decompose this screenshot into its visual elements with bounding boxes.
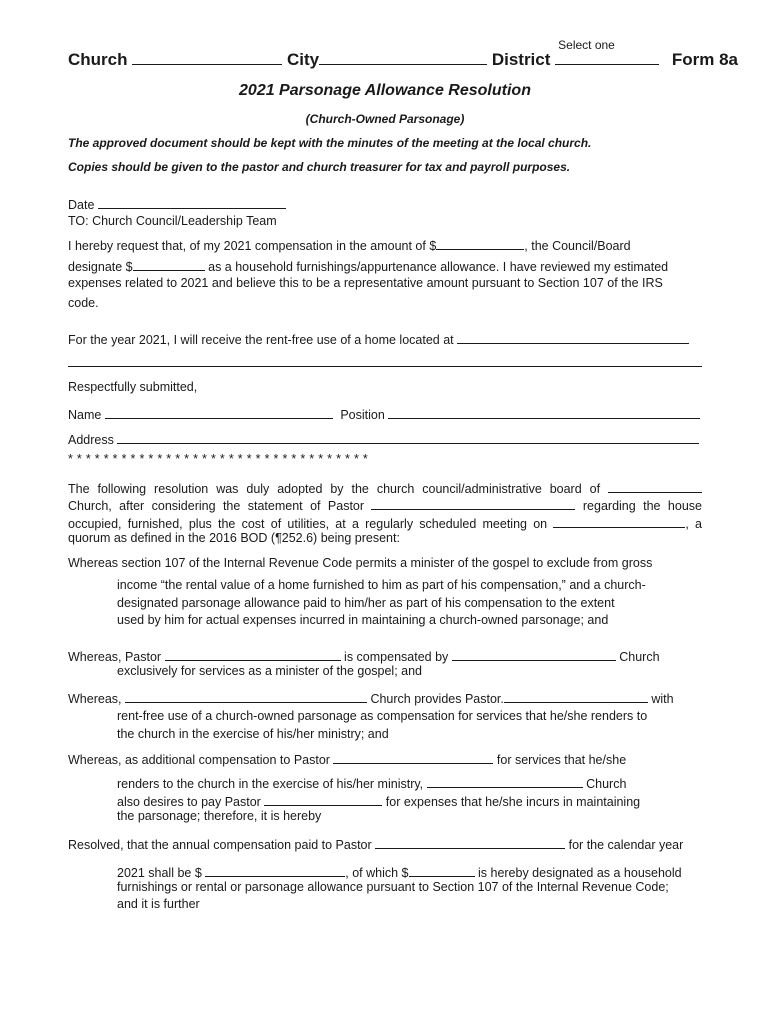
resolution-line-2: Church, after considering the statement of Pastor regarding the house [68,495,702,513]
position-field[interactable] [388,404,700,419]
whereas-1-line-2: income “the rental value of a home furnished to him as part of his compensation,” and a church- [117,578,646,592]
whereas-4-line-3: also desires to pay Pastor for expenses that he/she incurs in maintaining [117,791,640,809]
district-select[interactable] [555,38,659,65]
note-minutes: The approved document should be kept with the minutes of the meeting at the local church. [68,136,592,150]
date-row [68,194,286,212]
designated-allowance-field[interactable] [409,862,475,877]
whereas-3-line-3: the church in the exercise of his/her ministry; and [117,727,389,741]
provider-church-field[interactable] [125,688,367,703]
request-line-1: I hereby request that, of my 2021 compensation in the amount of $ , the Council/Board [68,235,631,253]
whereas-3-line-2: rent-free use of a church-owned parsonage as compensation for services that he/she renders to [117,709,648,723]
additional-pastor-field[interactable] [333,749,493,764]
provider-pastor-field[interactable] [504,688,648,703]
to-line: TO: Church Council/Leadership Team [68,214,277,228]
resolution-line-3: occupied, furnished, plus the cost of utilities, at a regularly scheduled meeting on , a [68,513,702,531]
resolved-pastor-field[interactable] [375,834,565,849]
designate-amount-field[interactable] [133,256,205,271]
divider: * * * * * * * * * * * * * * * * * * * * * * * * * * * * * * * * * * [68,452,369,466]
board-church-field[interactable] [608,478,702,493]
home-location-field-2[interactable] [68,352,702,367]
statement-pastor-field[interactable] [371,495,575,510]
whereas-3-line-1: Whereas, Church provides Pastor. with [68,688,674,706]
whereas-1-line-3: designated parsonage allowance paid to him/her as part of his compensation to the extent [117,596,615,610]
whereas-1-line-1: Whereas section 107 of the Internal Revenue Code permits a minister of the gospel to exclude from gross [68,556,653,570]
address-row [68,429,699,447]
resolution-line-4: quorum as defined in the 2016 BOD (¶252.6) being present: [68,531,400,545]
position-label: Position [340,408,385,422]
whereas-2-line-1: Whereas, Pastor is compensated by Church [68,646,660,664]
date-label: Date [68,198,95,212]
whereas-2-line-2: exclusively for services as a minister of the gospel; and [117,664,422,678]
address-field[interactable] [117,429,699,444]
whereas-4-line-4: the parsonage; therefore, it is hereby [117,809,322,823]
home-label: For the year 2021, I will receive the rent-free use of a home located at [68,333,454,347]
compensated-church-field[interactable] [452,646,616,661]
additional-church-field[interactable] [427,773,583,788]
request-line-2: designate $ as a household furnishings/appurtenance allowance. I have reviewed my estimated [68,256,668,274]
home-location-field[interactable] [457,329,689,344]
district-select-value: Select one [558,38,615,52]
respectfully-submitted: Respectfully submitted, [68,380,198,394]
name-position-row [68,404,700,422]
page-title: 2021 Parsonage Allowance Resolution [239,82,531,99]
form-number: Form 8a [671,50,739,69]
compensated-pastor-field[interactable] [165,646,341,661]
page-subtitle: (Church-Owned Parsonage) [305,112,465,126]
church-label: Church [68,50,128,69]
resolved-line-1: Resolved, that the annual compensation paid to Pastor for the calendar year [68,834,683,852]
address-label: Address [68,433,114,447]
home-row-2 [68,352,702,370]
request-line-4: code. [68,296,99,310]
district-label: District [491,50,551,69]
resolved-line-2: 2021 shall be $ , of which $ is hereby designated as a household [117,862,682,880]
city-label: City [286,50,320,69]
annual-compensation-field[interactable] [205,862,345,877]
resolved-line-4: and it is further [117,897,200,911]
church-field[interactable] [132,50,282,65]
home-row [68,329,689,347]
city-field[interactable] [319,50,487,65]
request-line-3: expenses related to 2021 and believe this to be a representative amount pursuant to Section 107 of the IRS [68,276,663,290]
date-field[interactable] [98,194,286,209]
resolved-line-3: furnishings or rental or parsonage allowance pursuant to Section 107 of the Internal Revenue Code; [117,880,669,894]
name-label: Name [68,408,102,422]
whereas-1-line-4: used by him for actual expenses incurred in maintaining a church-owned parsonage; and [117,613,609,627]
header-row [68,38,739,70]
name-field[interactable] [105,404,333,419]
resolution-line-1: The following resolution was duly adopted by the church council/administrative board of [68,478,702,496]
whereas-4-line-1: Whereas, as additional compensation to Pastor for services that he/she [68,749,626,767]
whereas-4-line-2: renders to the church in the exercise of his/her ministry, Church [117,773,626,791]
meeting-date-field[interactable] [553,513,685,528]
expenses-pastor-field[interactable] [264,791,382,806]
compensation-amount-field[interactable] [436,235,524,250]
note-copies: Copies should be given to the pastor and church treasurer for tax and payroll purposes. [68,160,571,174]
